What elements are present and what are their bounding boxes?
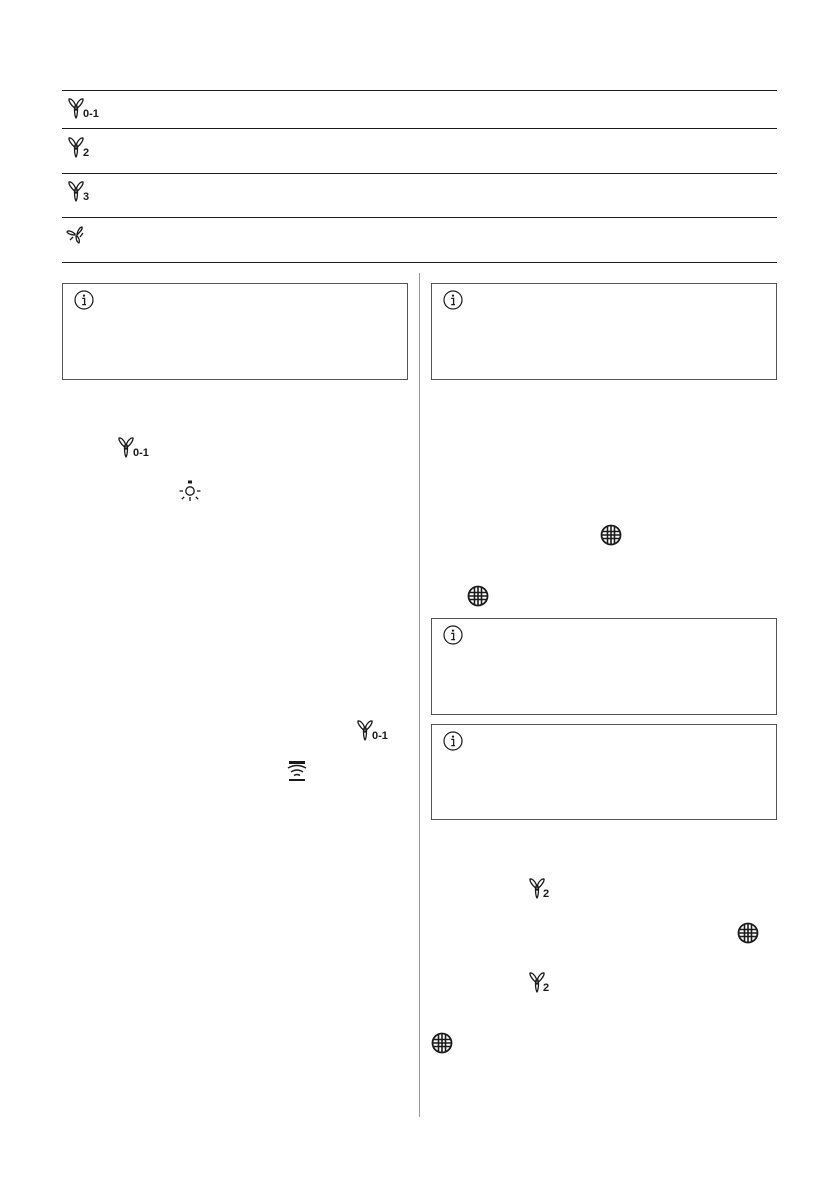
info-icon <box>443 625 463 645</box>
fan-boost-icon <box>66 225 86 245</box>
fan-speed-subscript: 3 <box>83 191 90 203</box>
table-top-rule <box>62 90 777 91</box>
table-row-divider <box>62 128 777 129</box>
hob-to-hood-icon <box>286 760 308 782</box>
fan-speed-subscript: 2 <box>543 888 550 900</box>
column-divider <box>419 273 420 1117</box>
info-icon <box>74 290 94 310</box>
light-icon <box>179 480 201 502</box>
info-icon <box>443 731 463 751</box>
grease-filter-icon <box>467 585 489 607</box>
fan-speed-subscript: 0-1 <box>83 108 99 120</box>
table-row-divider <box>62 173 777 174</box>
table-bottom-rule <box>62 262 777 263</box>
fan-speed-subscript: 2 <box>543 982 550 994</box>
info-box <box>431 618 777 715</box>
fan-speed-subscript: 0-1 <box>372 730 388 742</box>
info-box <box>431 724 777 820</box>
fan-speed-subscript: 2 <box>83 147 90 159</box>
info-icon <box>443 290 463 310</box>
info-box <box>62 283 408 380</box>
table-row-divider <box>62 217 777 218</box>
info-box <box>431 283 777 380</box>
grease-filter-icon <box>737 922 759 944</box>
grease-filter-icon <box>600 524 622 546</box>
fan-speed-subscript: 0-1 <box>133 447 149 459</box>
grease-filter-icon <box>431 1032 453 1054</box>
